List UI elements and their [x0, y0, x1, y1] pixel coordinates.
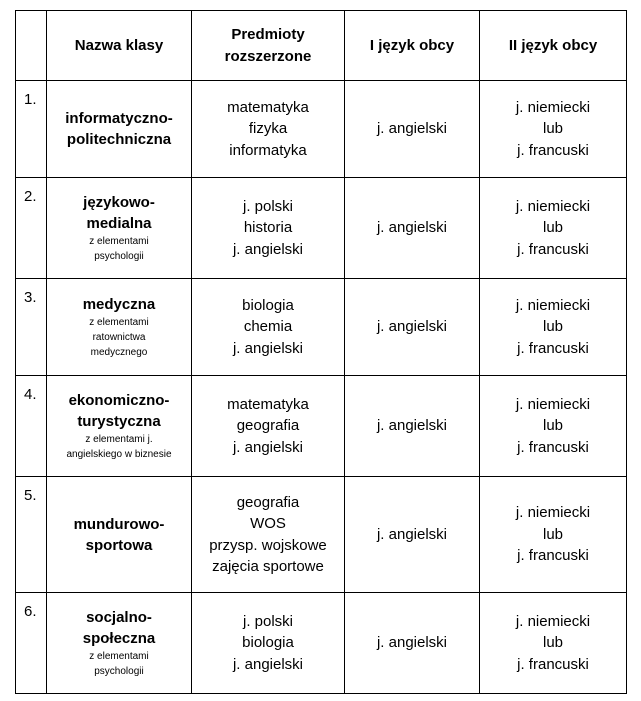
- second-language-line: j. niemiecki: [515, 504, 591, 522]
- table-body: [16, 81, 627, 694]
- subject-item: fizyka: [248, 120, 288, 138]
- class-name-line: sportowa: [85, 536, 153, 554]
- header-class-name: Nazwa klasy: [47, 11, 192, 81]
- class-note-line: psychologii: [94, 251, 144, 262]
- row-number: 6.: [16, 593, 47, 694]
- class-name-line: ekonomiczno-: [68, 392, 170, 409]
- second-language-cell: [480, 593, 627, 694]
- header-first-language: I język obcy: [345, 11, 480, 81]
- header-number: [16, 11, 47, 81]
- row-number: 3.: [16, 279, 47, 376]
- class-note-line: ratownictwa: [92, 332, 146, 343]
- class-note-line: medycznego: [90, 347, 148, 358]
- second-language-line: j. niemiecki: [515, 395, 591, 413]
- extended-subjects-cell: [192, 477, 345, 593]
- table-row: [16, 81, 627, 178]
- class-name-cell: [47, 376, 192, 477]
- class-note-line: z elementami: [89, 317, 149, 328]
- table-row: [16, 279, 627, 376]
- class-note-line: angielskiego w biznesie: [66, 449, 172, 460]
- second-language-line: j. niemiecki: [515, 612, 591, 630]
- subject-item: geografia: [236, 493, 300, 511]
- subject-item: geografia: [236, 417, 300, 435]
- second-language-cell: [480, 376, 627, 477]
- class-name-line: medyczna: [82, 296, 156, 313]
- first-language-cell: j. angielski: [345, 279, 480, 376]
- second-language-line: lub: [542, 525, 564, 543]
- subject-item: j. angielski: [232, 655, 304, 673]
- table-row: [16, 178, 627, 279]
- second-language-cell: [480, 178, 627, 279]
- header-subjects-line-1: Predmioty: [231, 25, 305, 43]
- second-language-cell: [480, 279, 627, 376]
- extended-subjects-cell: [192, 376, 345, 477]
- class-offer-table: [15, 10, 627, 694]
- second-language-line: j. francuski: [517, 240, 589, 258]
- subject-item: historia: [243, 219, 293, 237]
- second-language-line: lub: [542, 219, 564, 237]
- subject-item: j. polski: [242, 197, 294, 215]
- extended-subjects-cell: [192, 178, 345, 279]
- subject-item: j. angielski: [232, 240, 304, 258]
- class-name-cell: [47, 593, 192, 694]
- second-language-line: j. francuski: [517, 438, 589, 456]
- first-language-cell: j. angielski: [345, 178, 480, 279]
- extended-subjects-cell: [192, 593, 345, 694]
- class-name-cell: [47, 81, 192, 178]
- second-language-line: j. francuski: [517, 339, 589, 357]
- second-language-line: j. niemiecki: [515, 98, 591, 116]
- class-name-line: mundurowo-: [73, 515, 165, 533]
- table-row: [16, 477, 627, 593]
- extended-subjects-cell: [192, 81, 345, 178]
- first-language-cell: j. angielski: [345, 81, 480, 178]
- first-language-cell: j. angielski: [345, 376, 480, 477]
- header-subjects-line-2: rozszerzone: [224, 47, 312, 65]
- subject-item: WOS: [250, 515, 286, 532]
- class-note-line: z elementami j.: [85, 434, 153, 445]
- second-language-cell: [480, 81, 627, 178]
- second-language-line: lub: [542, 417, 564, 435]
- subject-item: przysp. wojskowe: [209, 536, 327, 554]
- second-language-line: lub: [542, 634, 564, 652]
- extended-subjects-cell: [192, 279, 345, 376]
- class-name-cell: [47, 477, 192, 593]
- second-language-line: j. niemiecki: [515, 296, 591, 314]
- second-language-line: j. niemiecki: [515, 197, 591, 215]
- class-name-line: socjalno-: [86, 609, 152, 626]
- second-language-line: lub: [542, 120, 564, 138]
- subject-item: biologia: [242, 634, 294, 652]
- row-number: 2.: [16, 178, 47, 279]
- second-language-line: lub: [542, 318, 564, 336]
- subject-item: j. angielski: [232, 339, 304, 357]
- row-number: 1.: [16, 81, 47, 178]
- first-language-cell: j. angielski: [345, 477, 480, 593]
- class-name-line: politechniczna: [66, 131, 172, 148]
- class-name-cell: [47, 178, 192, 279]
- class-note-line: psychologii: [94, 666, 144, 677]
- row-number: 4.: [16, 376, 47, 477]
- class-name-line: społeczna: [82, 630, 156, 647]
- second-language-cell: [480, 477, 627, 593]
- class-name-line: medialna: [86, 215, 152, 232]
- subject-item: matematyka: [227, 98, 309, 116]
- subject-item: informatyka: [229, 141, 307, 159]
- class-name-line: informatyczno-: [65, 110, 173, 127]
- row-number: 5.: [16, 477, 47, 593]
- subject-item: j. polski: [242, 612, 294, 630]
- subject-item: matematyka: [227, 395, 309, 413]
- class-name-cell: [47, 279, 192, 376]
- subject-item: j. angielski: [232, 438, 304, 456]
- header-row: [16, 11, 627, 81]
- second-language-line: j. francuski: [517, 141, 589, 159]
- subject-item: biologia: [242, 296, 294, 314]
- subject-item: chemia: [243, 318, 293, 336]
- class-name-line: turystyczna: [77, 413, 161, 430]
- class-note-line: z elementami: [89, 236, 149, 247]
- class-note-line: z elementami: [89, 651, 149, 662]
- second-language-line: j. francuski: [517, 547, 589, 565]
- table-row: [16, 376, 627, 477]
- header-second-language: II język obcy: [480, 11, 627, 81]
- subject-item: zajęcia sportowe: [212, 558, 324, 575]
- class-name-line: językowo-: [83, 194, 155, 211]
- second-language-line: j. francuski: [517, 655, 589, 673]
- table-row: [16, 593, 627, 694]
- header-subjects: [192, 11, 345, 81]
- first-language-cell: j. angielski: [345, 593, 480, 694]
